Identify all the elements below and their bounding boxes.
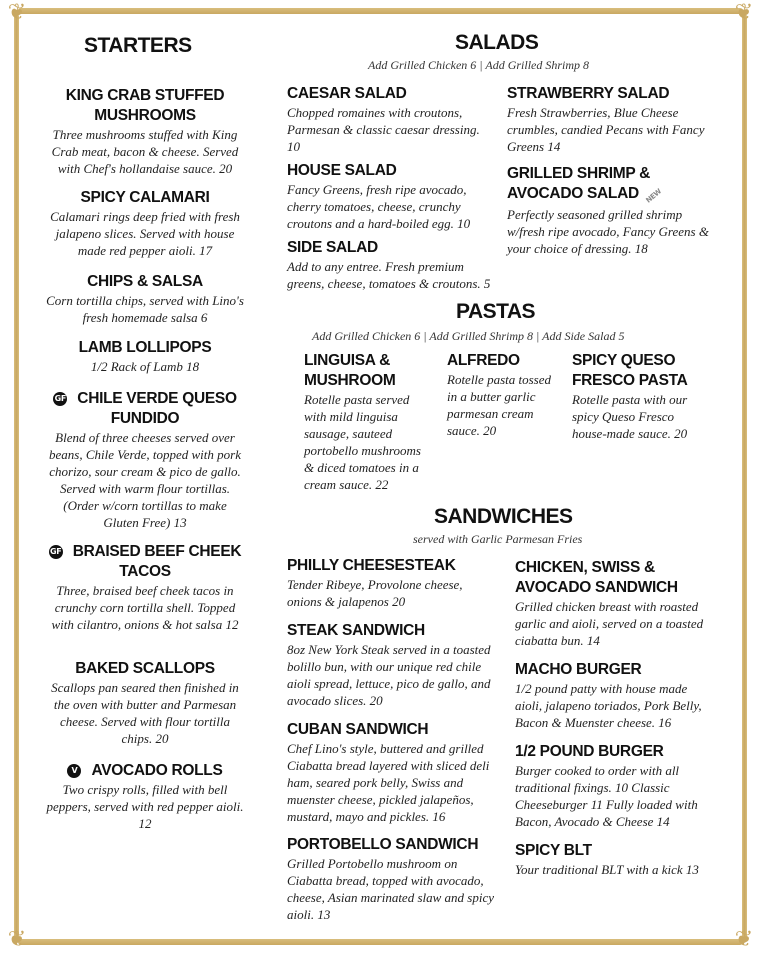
decorative-border-right: [742, 14, 747, 939]
menu-item: ALFREDO Rotelle pasta tossed in a butter garlic parmesan cream sauce. 20: [447, 352, 551, 438]
salads-heading: SALADS: [455, 31, 539, 54]
menu-item: HOUSE SALAD Fancy Greens, fresh ripe avocado, cherry tomatoes, cheese, crunchy croutons and a hard-boiled egg. 10: [287, 162, 471, 231]
menu-item: CUBAN SANDWICH Chef Lino's style, buttered and grilled Ciabatta bread layered with sliced deli ham, seared pork belly, Swiss and muenster cheese, pickled jalapeños, mustard, mayo and pickles. 16: [287, 721, 490, 824]
menu-item: GF CHILE VERDE QUESO FUNDIDO Blend of three cheeses served over beans, Chile Verde, topped with pork chorizo, sour cream & pico de gallo. Served with warm flour tortillas. (Order w/corn tortillas to make Gluten Free) 13: [49, 390, 241, 530]
menu-item: STRAWBERRY SALAD Fresh Strawberries, Blue Cheese crumbles, candied Pecans with Fancy Greens 14: [507, 85, 705, 154]
menu-item: CHIPS & SALSA Corn tortilla chips, served with Lino's fresh homemade salsa 6: [46, 273, 244, 325]
menu-item: SPICY CALAMARI Calamari rings deep fried with fresh jalapeno slices. Served with house made red pepper aioli. 17: [50, 189, 240, 258]
pastas-addons: Add Grilled Chicken 6 | Add Grilled Shrimp 8 | Add Side Salad 5: [312, 329, 625, 343]
vegetarian-icon: V: [67, 764, 81, 778]
starters-heading: STARTERS: [84, 34, 192, 57]
menu-item: STEAK SANDWICH 8oz New York Steak served in a toasted bolillo bun, with our unique red chile aioli spread, lettuce, pico de gallo, and avocado slices. 20: [287, 622, 491, 708]
sandwiches-subtitle: served with Garlic Parmesan Fries: [413, 532, 583, 546]
new-badge: NEW: [644, 187, 663, 205]
gluten-free-icon: GF: [53, 392, 67, 406]
menu-item: CHICKEN, SWISS & AVOCADO SANDWICH Grilled chicken breast with roasted garlic and aioli, served on a toasted ciabatta bun. 14: [515, 559, 704, 648]
menu-item: GRILLED SHRIMP & AVOCADO SALAD NEW Perfectly seasoned grilled shrimp w/fresh ripe avocado, Fancy Greens & your choice of dressing. 18: [507, 165, 709, 256]
salads-addons: Add Grilled Chicken 6 | Add Grilled Shrimp 8: [368, 58, 590, 72]
menu-item: SPICY QUESO FRESCO PASTA Rotelle pasta with our spicy Queso Fresco house-made sauce. 20: [572, 352, 688, 441]
menu-item: SPICY BLT Your traditional BLT with a kick 13: [515, 842, 699, 877]
menu-item: PHILLY CHEESESTEAK Tender Ribeye, Provolone cheese, onions & jalapenos 20: [287, 557, 463, 609]
menu-item: BAKED SCALLOPS Scallops pan seared then finished in the oven with butter and Parmesan cheese. Served with flour tortilla chips. 20: [51, 660, 239, 746]
menu-item: 1/2 POUND BURGER Burger cooked to order with all traditional fixings. 10 Classic Cheeseburger 11 Fully loaded with Bacon, Avocado & Cheese 14: [515, 743, 698, 829]
decorative-border-left: [14, 14, 19, 939]
menu-item: V AVOCADO ROLLS Two crispy rolls, filled with bell peppers, served with red pepper aioli. 12: [46, 762, 244, 831]
menu-item: SIDE SALAD Add to any entree. Fresh premium greens, cheese, tomatoes & croutons. 5: [287, 239, 491, 291]
sandwiches-heading: SANDWICHES: [434, 505, 573, 528]
decorative-border-top: [18, 8, 743, 14]
menu-item: MACHO BURGER 1/2 pound patty with house made aioli, jalapeno toriados, Pork Belly, Bacon & Muenster cheese. 16: [515, 661, 702, 730]
corner-ornament-icon: ❦: [734, 927, 754, 952]
gluten-free-icon: GF: [49, 545, 63, 559]
decorative-border-bottom: [18, 939, 743, 945]
menu-item: LINGUISA & MUSHROOM Rotelle pasta served with mild linguisa sausage, sauteed portobello mushrooms & diced tomatoes in a cream sauce. 22: [304, 352, 421, 492]
pastas-heading: PASTAS: [456, 300, 536, 323]
menu-item: CAESAR SALAD Chopped romaines with croutons, Parmesan & classic caesar dressing. 10: [287, 85, 480, 154]
menu-item: LAMB LOLLIPOPS 1/2 Rack of Lamb 18: [78, 339, 212, 374]
menu-item: KING CRAB STUFFED MUSHROOMS Three mushrooms stuffed with King Crab meat, bacon & cheese. Served with Chef's hollandaise sauce. 20: [51, 87, 239, 176]
corner-ornament-icon: ❦: [7, 927, 27, 952]
menu-item: PORTOBELLO SANDWICH Grilled Portobello mushroom on Ciabatta bread, topped with avocado, cheese, Asian marinated slaw and spicy aioli. 13: [287, 836, 495, 922]
menu-item: GF BRAISED BEEF CHEEK TACOS Three, braised beef cheek tacos in crunchy corn tortilla shell. Topped with cilantro, onions & hot salsa 12: [49, 543, 242, 632]
corner-ornament-icon: ❦: [7, 0, 27, 25]
corner-ornament-icon: ❦: [734, 0, 754, 25]
